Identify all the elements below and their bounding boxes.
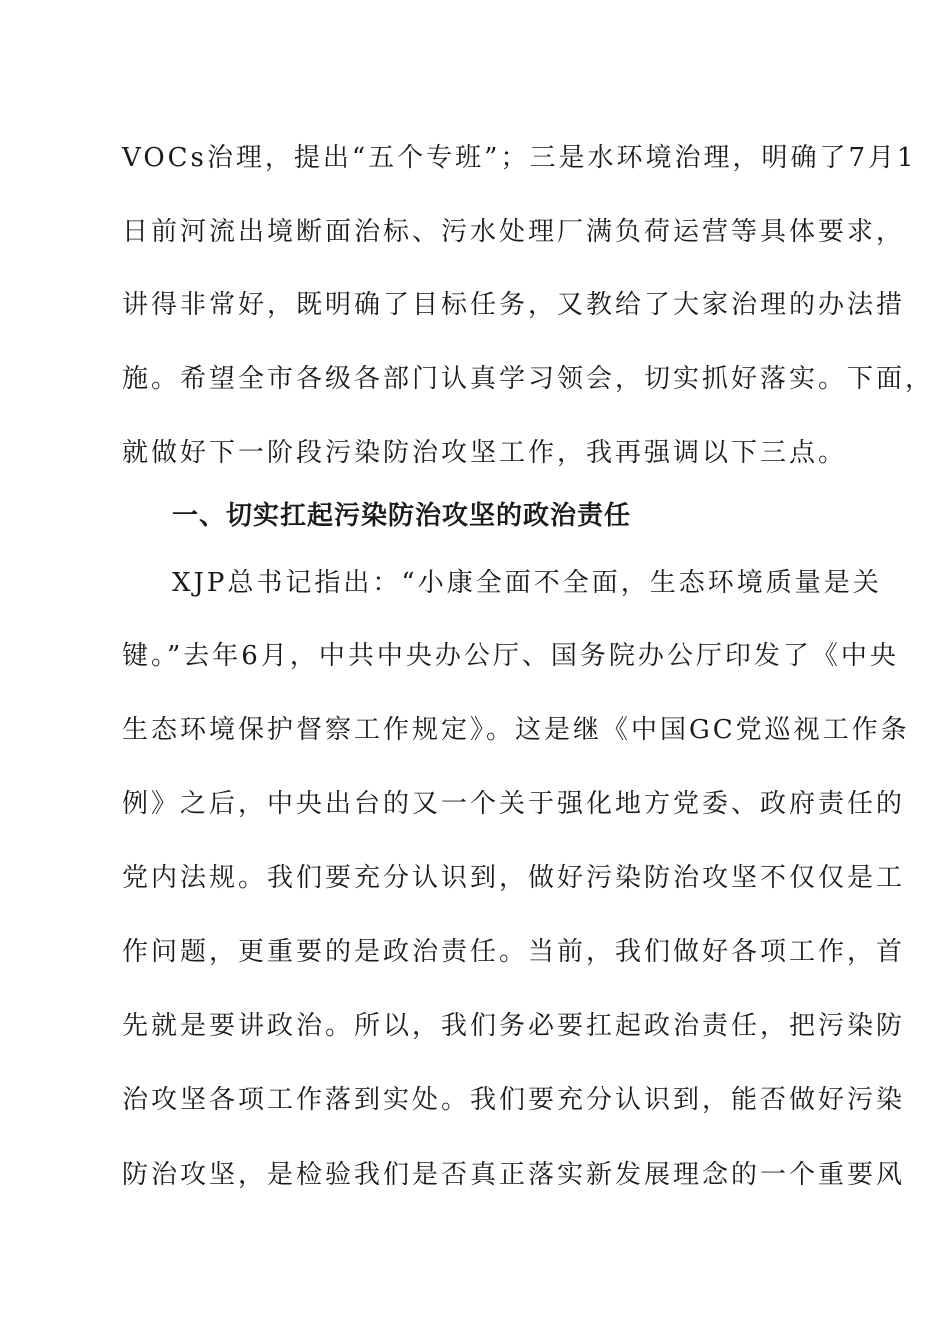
paragraph-line: 讲得非常好，既明确了目标任务，又教给了大家治理的办法措 bbox=[122, 290, 906, 320]
paragraph-line: 例》之后，中央出台的又一个关于强化地方党委、政府责任的 bbox=[122, 789, 906, 819]
paragraph-line: 就做好下一阶段污染防治攻坚工作，我再强调以下三点。 bbox=[122, 438, 848, 468]
paragraph-line: 键。”去年6月，中共中央办公厅、国务院办公厅印发了《中央 bbox=[122, 641, 899, 671]
paragraph-line: 作问题，更重要的是政治责任。当前，我们做好各项工作，首 bbox=[122, 937, 906, 967]
paragraph-line: 防治攻坚，是检验我们是否真正落实新发展理念的一个重要风 bbox=[122, 1160, 906, 1190]
paragraph-line: 生态环境保护督察工作规定》。这是继《中国GC党巡视工作条 bbox=[122, 715, 910, 745]
paragraph-line: 日前河流出境断面治标、污水处理厂满负荷运营等具体要求， bbox=[122, 217, 906, 247]
section-heading: 一、切实扛起污染防治攻坚的政治责任 bbox=[172, 501, 632, 531]
paragraph-line: 先就是要讲政治。所以，我们务必要扛起政治责任，把污染防 bbox=[122, 1011, 906, 1041]
paragraph-line: VOCs治理，提出“五个专班”；三是水环境治理，明确了7月1 bbox=[122, 143, 917, 173]
paragraph-line: 党内法规。我们要充分认识到，做好污染防治攻坚不仅仅是工 bbox=[122, 863, 906, 893]
paragraph-line: 施。希望全市各级各部门认真学习领会，切实抓好落实。下面， bbox=[122, 364, 935, 394]
paragraph-line: 治攻坚各项工作落到实处。我们要充分认识到，能否做好污染 bbox=[122, 1085, 906, 1115]
paragraph-line: XJP总书记指出：“小康全面不全面，生态环境质量是关 bbox=[172, 568, 882, 598]
